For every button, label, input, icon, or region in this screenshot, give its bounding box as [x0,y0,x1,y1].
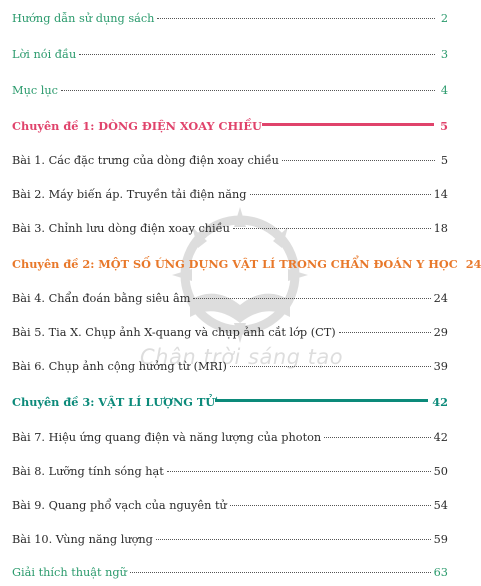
toc-section-topic-1[interactable] [12,119,448,139]
toc-item-foreword[interactable] [12,48,448,68]
toc-item-user-guide[interactable] [12,12,448,32]
toc-item-lesson-9[interactable] [12,499,448,519]
section-rule [262,123,434,126]
dot-leader [61,89,435,91]
toc-page-number: 39 [433,360,448,373]
toc-page-number: 4 [440,84,448,97]
toc-item-lesson-6[interactable] [12,360,448,380]
section-page-number: 42 [432,395,448,409]
toc-label: Bài 6. Chụp ảnh cộng hưởng từ (MRI) [12,360,227,373]
dot-leader [157,17,435,19]
toc-page-number: 14 [433,188,448,201]
toc-item-lesson-8[interactable] [12,465,448,485]
dot-leader [233,227,431,229]
toc-page-number: 42 [433,431,448,444]
toc-item-lesson-5[interactable] [12,326,448,346]
toc-section-topic-3[interactable] [12,395,448,415]
toc-label: Bài 5. Tia X. Chụp ảnh X-quang và chụp ảnh cắt lớp (CT) [12,326,336,339]
toc-label: Bài 4. Chẩn đoán bằng siêu âm [12,292,191,305]
toc-item-lesson-2[interactable] [12,188,448,208]
dot-leader [156,538,431,540]
toc-label: Bài 9. Quang phổ vạch của nguyên tử [12,499,227,512]
section-page-number: 24 [465,257,481,271]
toc-label: Giải thích thuật ngữ [12,566,127,579]
toc-page-number: 3 [440,48,448,61]
dot-leader [339,331,431,333]
toc-page-number: 5 [440,154,448,167]
dot-leader [167,470,431,472]
section-rule [215,399,428,402]
toc-item-lesson-7[interactable] [12,431,448,451]
toc-item-contents[interactable] [12,84,448,104]
toc-item-glossary[interactable] [12,566,448,586]
section-title: Chuyên đề 2: MỘT SỐ ỨNG DỤNG VẬT LÍ TRONG CHẨN ĐOÁN Y HỌC [12,257,458,271]
toc-page-number: 29 [433,326,448,339]
toc-page-number: 18 [433,222,448,235]
toc-item-lesson-1[interactable] [12,154,448,174]
toc-page-number: 54 [433,499,448,512]
toc-label: Bài 7. Hiệu ứng quang điện và năng lượng của photon [12,431,322,444]
dot-leader [79,53,435,55]
toc-page-number: 50 [433,465,448,478]
toc-item-lesson-3[interactable] [12,222,448,242]
toc-label: Hướng dẫn sử dụng sách [12,12,155,25]
toc-label: Bài 2. Máy biến áp. Truyền tải điện năng [12,188,247,201]
dot-leader [282,159,435,161]
toc-page-number: 63 [433,566,448,579]
dot-leader [230,504,431,506]
section-title: Chuyên đề 3: VẬT LÍ LƯỢNG TỬ [12,395,216,409]
toc-label: Bài 8. Lưỡng tính sóng hạt [12,465,164,478]
toc-section-topic-2[interactable] [12,257,481,277]
watermark-text: Chân trời sáng tạo [140,345,344,369]
section-page-number: 5 [440,119,448,133]
toc-item-lesson-4[interactable] [12,292,448,312]
toc-page-number: 59 [433,533,448,546]
toc-label: Mục lục [12,84,58,97]
toc-page-number: 24 [433,292,448,305]
section-title: Chuyên đề 1: DÒNG ĐIỆN XOAY CHIỀU [12,119,262,133]
dot-leader [230,365,431,367]
toc-item-lesson-10[interactable] [12,533,448,553]
toc-label: Bài 3. Chỉnh lưu dòng điện xoay chiều [12,222,230,235]
dot-leader [130,571,431,573]
dot-leader [193,297,430,299]
toc-page-number: 2 [440,12,448,25]
toc-label: Lời nói đầu [12,48,77,61]
dot-leader [324,436,430,438]
dot-leader [250,193,431,195]
toc-label: Bài 10. Vùng năng lượng [12,533,153,546]
toc-label: Bài 1. Các đặc trưng của dòng điện xoay chiều [12,154,279,167]
